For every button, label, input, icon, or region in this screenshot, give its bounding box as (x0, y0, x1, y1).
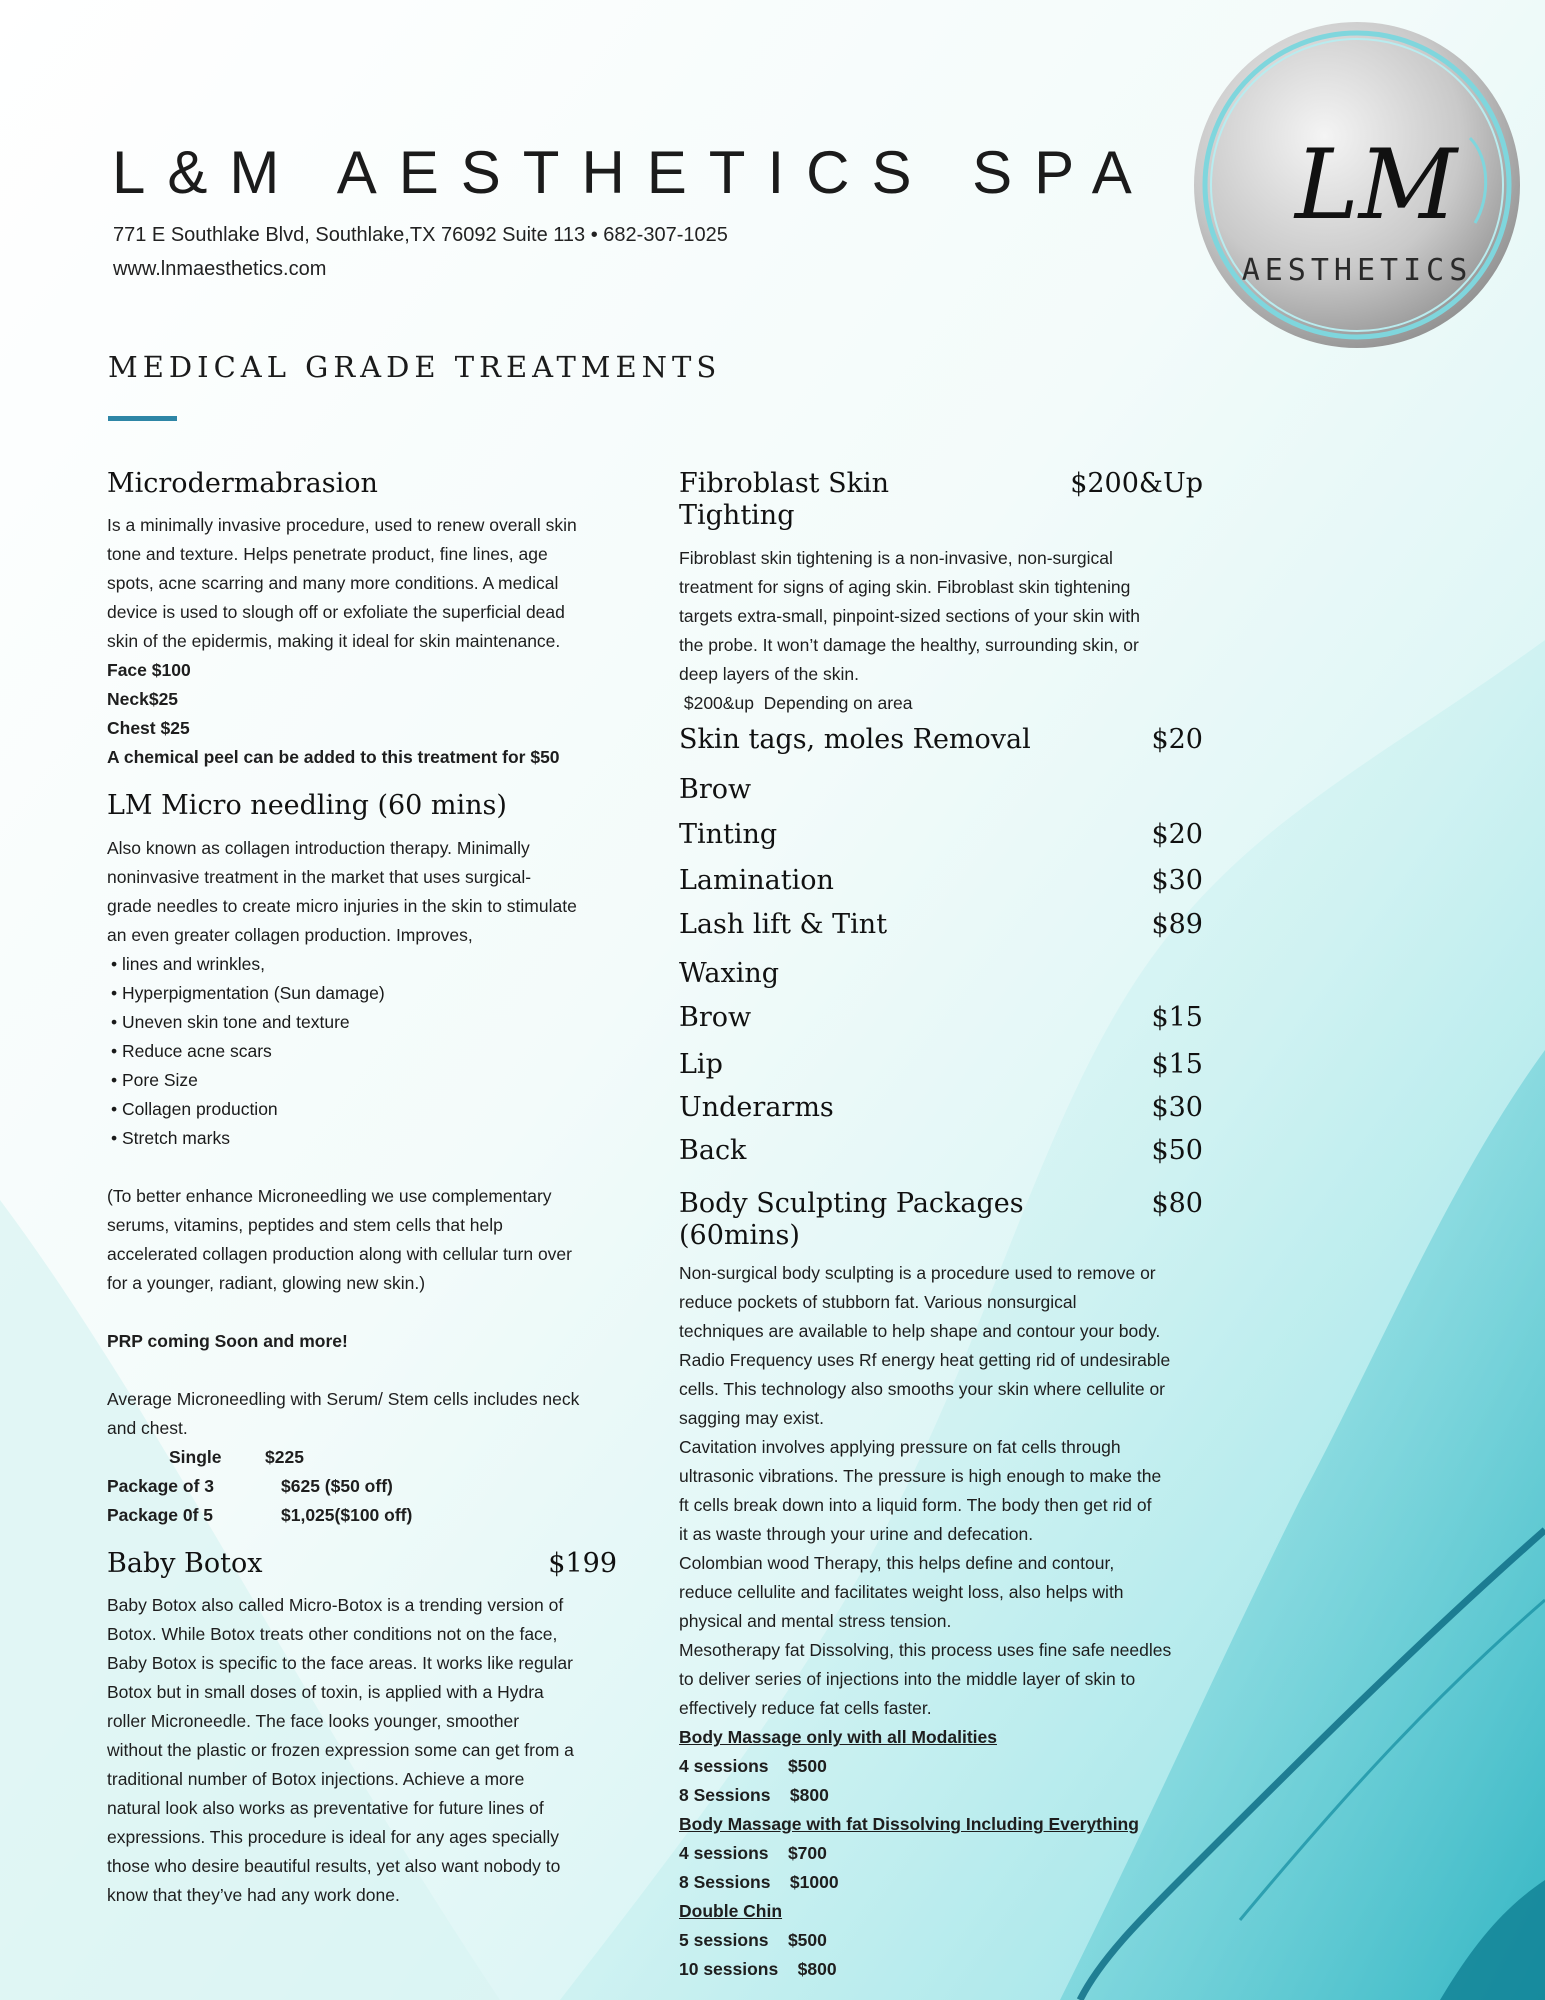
service-row (679, 1135, 1203, 1167)
text-line: reduce pockets of stubborn fat. Various nonsurgical (679, 1292, 1077, 1313)
list-item: • Uneven skin tone and texture (111, 1008, 617, 1037)
skin-tags-price: $20 (1151, 723, 1203, 755)
package-name: Single (169, 1446, 222, 1467)
text-line: Radio Frequency uses Rf energy heat getting rid of undesirable (679, 1350, 1171, 1371)
chemical-peel-addon: A chemical peel can be added to this treatment for $50 (107, 747, 560, 768)
package-heading: Double Chin (679, 1901, 783, 1922)
text-line: skin of the epidermis, making it ideal for skin maintenance. (107, 631, 561, 652)
list-item: • Pore Size (111, 1066, 617, 1095)
text-line: device is used to slough off or exfoliate the superficial dead (107, 602, 565, 623)
text-line: Non-surgical body sculpting is a procedure used to remove or (679, 1263, 1156, 1284)
text-line: Botox but in small doses of toxin, is applied with a Hydra (107, 1682, 544, 1703)
fibroblast-header (679, 468, 1203, 533)
text-line: Is a minimally invasive procedure, used to renew overall skin (107, 515, 577, 536)
text-line: to deliver series of injections into the middle layer of skin to (679, 1669, 1136, 1690)
text-line: without the plastic or frozen expression some can get from a (107, 1740, 574, 1761)
text-line: physical and mental stress tension. (679, 1611, 952, 1632)
service-name: Underarms (679, 1091, 834, 1123)
text-line: traditional number of Botox injections. Achieve a more (107, 1769, 525, 1790)
left-column (107, 468, 617, 1910)
text-line: an even greater collagen production. Improves, (107, 924, 473, 945)
service-price: $89 (1151, 909, 1203, 941)
skin-tags-title: Skin tags, moles Removal (679, 723, 1031, 755)
service-name: Back (679, 1135, 747, 1167)
text-line: Botox. While Botox treats other conditions not on the face, (107, 1624, 558, 1645)
service-row (679, 1002, 1203, 1034)
package-option: 5 sessions $500 (679, 1930, 827, 1951)
text-line: sagging may exist. (679, 1408, 824, 1429)
baby-botox-title: Baby Botox (107, 1547, 263, 1579)
package-price: $225 (265, 1446, 304, 1467)
service-row (679, 909, 1203, 941)
fibroblast-note: $200&up Depending on area (679, 692, 913, 713)
service-price: $20 (1151, 818, 1203, 850)
list-item: • Stretch marks (111, 1124, 617, 1153)
text-line: techniques are available to help shape and contour your body. (679, 1321, 1161, 1342)
text-line: expressions. This procedure is ideal for any ages specially (107, 1827, 559, 1848)
microdermabrasion-description (107, 511, 617, 656)
price-neck: Neck$25 (107, 689, 179, 710)
package-option: 10 sessions $800 (679, 1959, 837, 1980)
text-line: reduce cellulite and facilitates weight loss, also helps with (679, 1582, 1124, 1603)
logo-script: LM (1295, 129, 1458, 241)
text-line: treatment for signs of aging skin. Fibroblast skin tightening (679, 576, 1131, 597)
text-line: cells. This technology also smooths your skin where cellulite or (679, 1379, 1166, 1400)
service-name: Brow (679, 1002, 752, 1034)
brow-section-title: Brow (679, 774, 752, 806)
prp-notice: PRP coming Soon and more! (107, 1330, 348, 1351)
text-line: ft cells break down into a liquid form. The body then get rid of (679, 1495, 1152, 1516)
text-line: and chest. (107, 1417, 188, 1438)
text-line: serums, vitamins, peptides and stem cells that help (107, 1214, 503, 1235)
skin-tags-row (679, 724, 1203, 756)
text-line: targets extra-small, pinpoint-sized sections of your skin with (679, 605, 1141, 626)
package-price: $625 ($50 off) (281, 1475, 393, 1496)
waxing-section-title: Waxing (679, 957, 780, 989)
package-row (107, 1472, 617, 1501)
service-row (679, 819, 1203, 851)
service-row (679, 865, 1203, 897)
text-line: Also known as collagen introduction therapy. Minimally (107, 837, 530, 858)
microdermabrasion-title: Microdermabrasion (107, 468, 378, 499)
package-option: 8 Sessions $800 (679, 1785, 829, 1806)
baby-botox-price: $199 (548, 1547, 617, 1579)
fibroblast-title: Fibroblast Skin Tighting (679, 468, 890, 532)
service-name: Lip (679, 1048, 723, 1080)
text-line: Fibroblast skin tightening is a non-invasive, non-surgical (679, 547, 1113, 568)
package-row (107, 1443, 617, 1472)
service-price: $15 (1151, 1002, 1203, 1034)
text-line: deep layers of the skin. (679, 663, 859, 684)
text-line: those who desire beautiful results, yet also want nobody to (107, 1856, 561, 1877)
text-line: grade needles to create micro injuries in the skin to stimulate (107, 895, 577, 916)
logo-wordmark: AESTHETICS (1241, 253, 1473, 288)
spa-address: 771 E Southlake Blvd, Southlake,TX 76092 Suite 113 • 682-307-1025 (113, 224, 728, 246)
service-row (679, 1092, 1203, 1124)
section-accent-bar (108, 416, 177, 421)
text-line: accelerated collagen production along with cellular turn over (107, 1243, 572, 1264)
text-line: noninvasive treatment in the market that uses surgical- (107, 866, 532, 887)
list-item: • Hyperpigmentation (Sun damage) (111, 979, 617, 1008)
package-name: Package 0f 5 (107, 1504, 214, 1525)
service-name: Lamination (679, 864, 834, 896)
text-line: know that they’ve had any work done. (107, 1885, 400, 1906)
body-sculpting-header (679, 1188, 1203, 1253)
service-price: $30 (1151, 1091, 1203, 1123)
package-heading: Body Massage with fat Dissolving Including Everything (679, 1814, 1139, 1835)
service-name: Lash lift & Tint (679, 909, 888, 941)
list-item: • Reduce acne scars (111, 1037, 617, 1066)
list-item: • Collagen production (111, 1095, 617, 1124)
package-name: Package of 3 (107, 1475, 214, 1496)
service-price: $15 (1151, 1048, 1203, 1080)
right-column (679, 468, 1203, 1984)
spa-title: L&M AESTHETICS SPA (112, 139, 1154, 206)
text-line: Baby Botox is specific to the face areas. It works like regular (107, 1653, 573, 1674)
service-price: $30 (1151, 864, 1203, 896)
service-name: Tinting (679, 818, 778, 850)
spa-website[interactable]: www.lnmaesthetics.com (113, 258, 327, 280)
text-line: roller Microneedle. The face looks younger, smoother (107, 1711, 520, 1732)
microneedling-benefits-list (107, 950, 617, 1153)
text-line: Mesotherapy fat Dissolving, this process uses fine safe needles (679, 1640, 1172, 1661)
text-line: ultrasonic vibrations. The pressure is high enough to make the (679, 1466, 1162, 1487)
package-row (107, 1501, 617, 1530)
service-price: $50 (1151, 1135, 1203, 1167)
text-line: Colombian wood Therapy, this helps define and contour, (679, 1553, 1115, 1574)
package-option: 4 sessions $700 (679, 1843, 827, 1864)
package-heading: Body Massage only with all Modalities (679, 1727, 997, 1748)
lm-logo-badge (1190, 18, 1525, 353)
service-row (679, 1049, 1203, 1081)
text-line: natural look also works as preventative for future lines of (107, 1798, 544, 1819)
text-line: for a younger, radiant, glowing new skin.) (107, 1272, 426, 1293)
body-sculpting-title: Body Sculpting Packages (60mins) (679, 1187, 1024, 1252)
text-line: Baby Botox also called Micro-Botox is a trending version of (107, 1595, 564, 1616)
text-line: Cavitation involves applying pressure on fat cells through (679, 1437, 1121, 1458)
price-chest: Chest $25 (107, 718, 190, 739)
text-line: the probe. It won’t damage the healthy, surrounding skin, or (679, 634, 1139, 655)
body-sculpting-price: $80 (1151, 1187, 1203, 1219)
text-line: it as waste through your urine and defecation. (679, 1524, 1034, 1545)
text-line: tone and texture. Helps penetrate product, fine lines, age (107, 544, 548, 565)
list-item: • lines and wrinkles, (111, 950, 617, 979)
package-option: 8 Sessions $1000 (679, 1872, 839, 1893)
text-line: effectively reduce fat cells faster. (679, 1698, 932, 1719)
text-line: spots, acne scarring and many more conditions. A medical (107, 573, 559, 594)
package-price: $1,025($100 off) (281, 1504, 413, 1525)
package-option: 4 sessions $500 (679, 1756, 827, 1777)
price-face: Face $100 (107, 660, 191, 681)
section-title: MEDICAL GRADE TREATMENTS (108, 350, 722, 384)
text-line: Average Microneedling with Serum/ Stem cells includes neck (107, 1388, 580, 1409)
baby-botox-header (107, 1548, 617, 1580)
text-line: (To better enhance Microneedling we use complementary (107, 1185, 552, 1206)
fibroblast-price: $200&Up (1070, 468, 1203, 499)
microneedling-title: LM Micro needling (60 mins) (107, 790, 507, 822)
